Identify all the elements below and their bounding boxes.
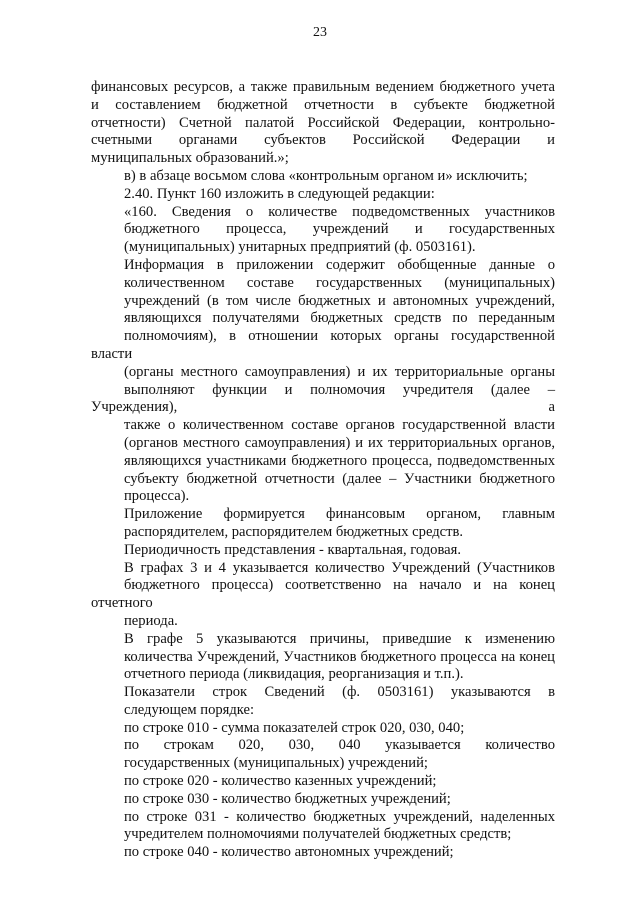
- text-line: количественном составе государственных (муниципальных): [124, 274, 555, 291]
- text-line: Периодичность представления - квартальная, годовая.: [124, 541, 462, 558]
- text-line: (муниципальных) унитарных предприятий (ф. 0503161).: [124, 239, 476, 256]
- document-body: [91, 79, 555, 862]
- text-line: В графе 5 указываются причины, приведшие к изменению: [124, 630, 555, 647]
- text-line: по строке 020 - количество казенных учреждений;: [124, 773, 437, 790]
- text-line: являющихся получателями бюджетных средств по переданным: [124, 310, 555, 327]
- text-line: по строке 010 - сумма показателей строк 020, 030, 040;: [124, 719, 465, 736]
- paragraph: [91, 631, 555, 684]
- text-line: по строке 031 - количество бюджетных учреждений, наделенных: [124, 808, 555, 825]
- text-line: периода.: [124, 612, 178, 629]
- text-line: следующем порядке:: [124, 701, 255, 718]
- paragraph: [91, 560, 555, 631]
- text-line: бюджетного процесса, учреждений и государственных: [124, 221, 555, 238]
- text-line: по строке 030 - количество бюджетных учреждений;: [124, 790, 451, 807]
- paragraph: [91, 773, 555, 791]
- text-line: (органов местного самоуправления) и их территориальных органов,: [124, 434, 555, 451]
- text-line: финансовых ресурсов, а также правильным ведением бюджетного учета: [91, 79, 555, 95]
- text-line: по строкам 020, 030, 040 указывается количество: [124, 737, 555, 754]
- text-line: являющихся участниками бюджетного процесса, подведомственных: [124, 452, 555, 469]
- text-line: учредителем полномочиями получателей бюджетных средств;: [124, 826, 512, 843]
- text-line: также о количественном составе органов государственной власти: [124, 417, 555, 434]
- text-line: бюджетного процесса) соответственно на начало и на конец отчетного: [91, 577, 555, 612]
- paragraph: [91, 506, 555, 542]
- text-line: отчетного периода (ликвидация, реорганизация и т.п.).: [124, 666, 464, 683]
- paragraph: [91, 791, 555, 809]
- text-line: Информация в приложении содержит обобщенные данные о: [124, 256, 555, 273]
- text-line: выполняют функции и полномочия учредителя (далее – Учреждения), а: [91, 381, 555, 416]
- text-line: муниципальных образований.»;: [91, 150, 289, 167]
- paragraph: [91, 844, 555, 862]
- text-line: Приложение формируется финансовым органом, главным: [124, 506, 555, 523]
- text-line: распорядителем, распорядителем бюджетных средств.: [124, 523, 464, 540]
- text-line: субъекту бюджетной отчетности (далее – Участники бюджетного: [124, 470, 555, 487]
- text-line: счетными органами субъектов Российской Федерации и: [91, 132, 555, 149]
- text-line: количества Учреждений, Участников бюджетного процесса на конец: [124, 648, 555, 665]
- text-line: учреждений (в том числе бюджетных и автономных учреждений,: [124, 292, 555, 309]
- paragraph: [91, 684, 555, 720]
- paragraph: [91, 737, 555, 773]
- text-line: и составлением бюджетной отчетности в субъекте бюджетной: [91, 96, 555, 113]
- paragraph: [91, 168, 555, 186]
- text-line: полномочиям), в отношении которых органы государственной власти: [91, 328, 555, 362]
- page-number: 23: [313, 25, 327, 40]
- paragraph: [91, 720, 555, 738]
- text-line: 2.40. Пункт 160 изложить в следующей редакции:: [124, 185, 435, 202]
- text-line: «160. Сведения о количестве подведомственных участников: [124, 203, 555, 220]
- paragraph: [91, 186, 555, 204]
- text-line: отчетности) Счетной палатой Российской Федерации, контрольно-: [91, 114, 555, 131]
- text-line: В графах 3 и 4 указывается количество Учреждений (Участников: [124, 559, 555, 576]
- paragraph: [91, 204, 555, 257]
- paragraph: [91, 79, 555, 168]
- paragraph: [91, 542, 555, 560]
- text-line: (органы местного самоуправления) и их территориальные органы: [124, 363, 555, 380]
- paragraph: [91, 809, 555, 845]
- paragraph: [91, 257, 555, 506]
- text-line: Показатели строк Сведений (ф. 0503161) указываются в: [124, 684, 555, 701]
- text-line: процесса).: [124, 488, 190, 505]
- text-line: по строке 040 - количество автономных учреждений;: [124, 844, 454, 861]
- text-line: в) в абзаце восьмом слова «контрольным органом и» исключить;: [124, 167, 528, 184]
- text-line: государственных (муниципальных) учреждений;: [124, 755, 428, 772]
